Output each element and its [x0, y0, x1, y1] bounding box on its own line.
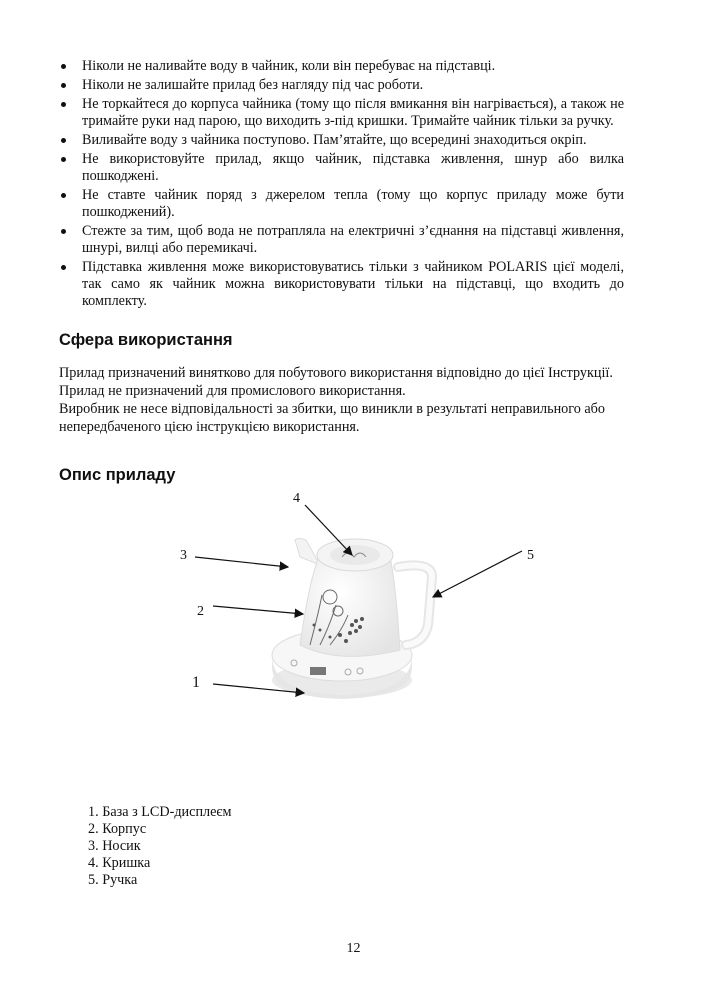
safety-bullet-list: [58, 58, 624, 312]
part-item: 5. Ручка: [88, 872, 138, 888]
usage-heading: Сфера використання: [59, 331, 233, 349]
callout-spout: 3: [180, 548, 187, 563]
callout-lid: 4: [293, 491, 300, 506]
bullet-icon: [61, 193, 66, 198]
bullet-item: Не торкайтеся до корпуса чайника (тому що після вмикання він нагрівається), а також не тримайте руки над парою, що виходить з-під кришки. Тримайте чайник тільки за ручку.: [58, 96, 624, 130]
part-item: 1. База з LCD-дисплеєм: [88, 804, 232, 820]
bullet-item: Виливайте воду з чайника поступово. Пам’ятайте, що всередині знаходиться окріп.: [58, 132, 624, 149]
bullet-item: Ніколи не залишайте прилад без нагляду під час роботи.: [58, 77, 624, 94]
usage-line: Прилад призначений винятково для побутового використання відповідно до цієї Інструкції.: [59, 365, 613, 381]
callout-base: 1: [192, 674, 200, 691]
part-item: 2. Корпус: [88, 821, 147, 837]
bullet-icon: [61, 265, 66, 270]
part-item: 4. Кришка: [88, 855, 151, 871]
bullet-icon: [61, 157, 66, 162]
description-heading: Опис приладу: [59, 466, 176, 484]
bullet-item: Стежте за тим, щоб вода не потрапляла на електричні з’єднання на підставці живлення, шнурі, вилці або перемикачі.: [58, 223, 624, 257]
bullet-icon: [61, 83, 66, 88]
bullet-item: Не ставте чайник поряд з джерелом тепла (тому що корпус приладу може бути пошкоджений).: [58, 187, 624, 221]
page-number: 12: [346, 941, 361, 956]
bullet-item: Ніколи не наливайте воду в чайник, коли він перебуває на підставці.: [58, 58, 624, 75]
kettle-figure: [170, 485, 550, 715]
callout-body: 2: [197, 604, 204, 619]
part-item: 3. Носик: [88, 838, 141, 854]
bullet-icon: [61, 64, 66, 69]
usage-paragraph: [59, 364, 639, 436]
parts-list: [88, 804, 231, 889]
bullet-item: Не використовуйте прилад, якщо чайник, підставка живлення, шнур або вилка пошкоджені.: [58, 151, 624, 185]
bullet-item: Підставка живлення може використовуватись тільки з чайником POLARIS цієї моделі, так само як чайник можна використовувати тільки на підставці, що входить до комплекту.: [58, 259, 624, 310]
usage-line: Прилад не призначений для промислового використання.: [59, 383, 406, 399]
kettle-illustration-icon: [170, 485, 550, 715]
bullet-icon: [61, 229, 66, 234]
usage-line: Виробник не несе відповідальності за збитки, що виникли в результаті неправильного або непередбаченого цією інструкцією використання.: [59, 401, 605, 435]
bullet-icon: [61, 102, 66, 107]
callout-handle: 5: [527, 548, 534, 563]
bullet-icon: [61, 138, 66, 143]
